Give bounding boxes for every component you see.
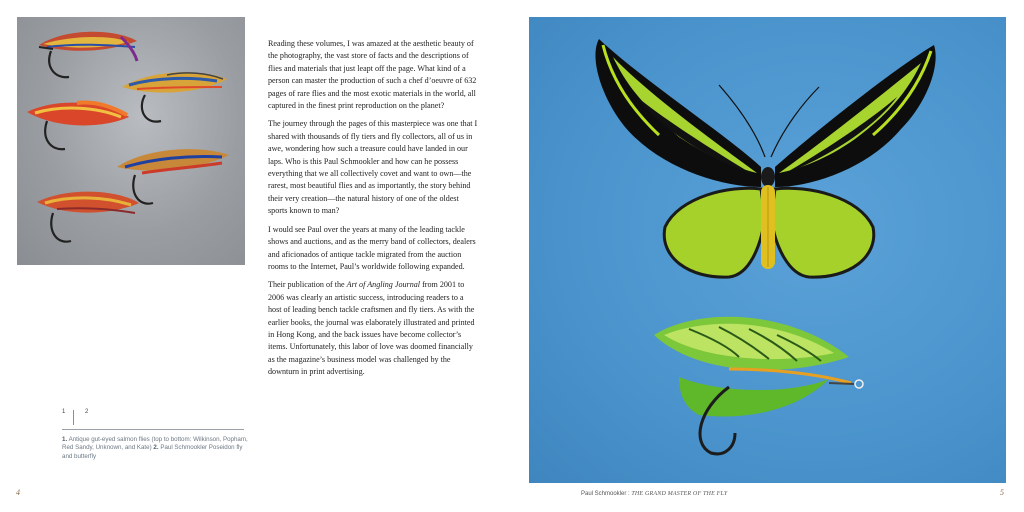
figure-divider: [73, 410, 74, 425]
salmon-fly-unknown: [117, 149, 229, 204]
figure-numbers: [62, 409, 89, 415]
figure-number-1: 1: [62, 409, 66, 415]
body-text: [268, 38, 478, 385]
caption-text-1: Antique gut-eyed salmon flies (top to bottom: Wilkinson, Popham, Red Sandy, Unknown, and Kate): [62, 436, 248, 452]
figure-caption: [62, 436, 248, 461]
figure-number-2: 2: [85, 409, 89, 415]
caption-num-2: 2.: [153, 444, 159, 452]
salmon-flies-photo: [17, 17, 245, 265]
poseidon-salmon-fly: [654, 317, 863, 454]
body-paragraph-4: [268, 279, 478, 378]
journal-title: Art of Angling Journal: [346, 280, 421, 290]
running-head-author: Paul Schmookler :: [581, 491, 632, 497]
running-head-title: THE GRAND MASTER OF THE FLY: [631, 491, 728, 497]
body-paragraph-1: Reading these volumes, I was amazed at the aesthetic beauty of the photography, the vast store of facts and the descriptions of flies and materials that just leapt off the page. What kind of a person can master the production of such a chef d’oeuvre of 632 pages of rare flies and the most exotic materials in the world, all captured in the finest print reproduction on the planet?: [268, 39, 477, 111]
butterfly-fly-photo: [529, 17, 1006, 483]
caption-text-2: Paul Schmookler Poseidon fly and butterfly: [62, 444, 243, 460]
page-number-left: 4: [16, 488, 20, 497]
salmon-fly-wilkinson: [39, 32, 137, 77]
caption-num-1: 1.: [62, 436, 68, 443]
salmon-fly-popham: [122, 72, 227, 121]
body-paragraph-2: The journey through the pages of this masterpiece was one that I shared with thousands of fly tiers and fly collectors, all of us in awe, wondering how such a treasure could have landed in our laps. Who is this Paul Schmookler and how can he possess everything that we all collectively covet and want to own—the rarest, most beautiful flies and as importantly, the story behind their very creation—the natural history of one of the oldest sports known to man?: [268, 119, 478, 216]
body-paragraph-3: I would see Paul over the years at many of the leading tackle shows and auctions, and as the merry band of collectors, dealers and aficionados of antique tackle migrated from the auction rooms to the Internet, Paul’s worldwide following expanded.: [268, 224, 476, 271]
birdwing-butterfly: [595, 39, 935, 277]
p4-post: from 2001 to 2006 was clearly an artistic success, introducing readers to a host of leading bench tackle craftsmen and fly tiers. As with the earlier books, the journal was elaborately illustrated and printed in Hong Kong, and the back issues have become collector’s items. Unfortunately, this labor of love was doomed financially as the magazine’s business model was challenged by the downturn in print advertising.: [268, 280, 475, 377]
caption-rule: [62, 429, 244, 430]
p4-pre: Their publication of the: [268, 280, 347, 290]
running-head: [581, 491, 727, 497]
page-number-right: 5: [1000, 488, 1004, 497]
salmon-fly-red-sandy: [27, 103, 129, 150]
salmon-fly-kate: [37, 192, 139, 242]
